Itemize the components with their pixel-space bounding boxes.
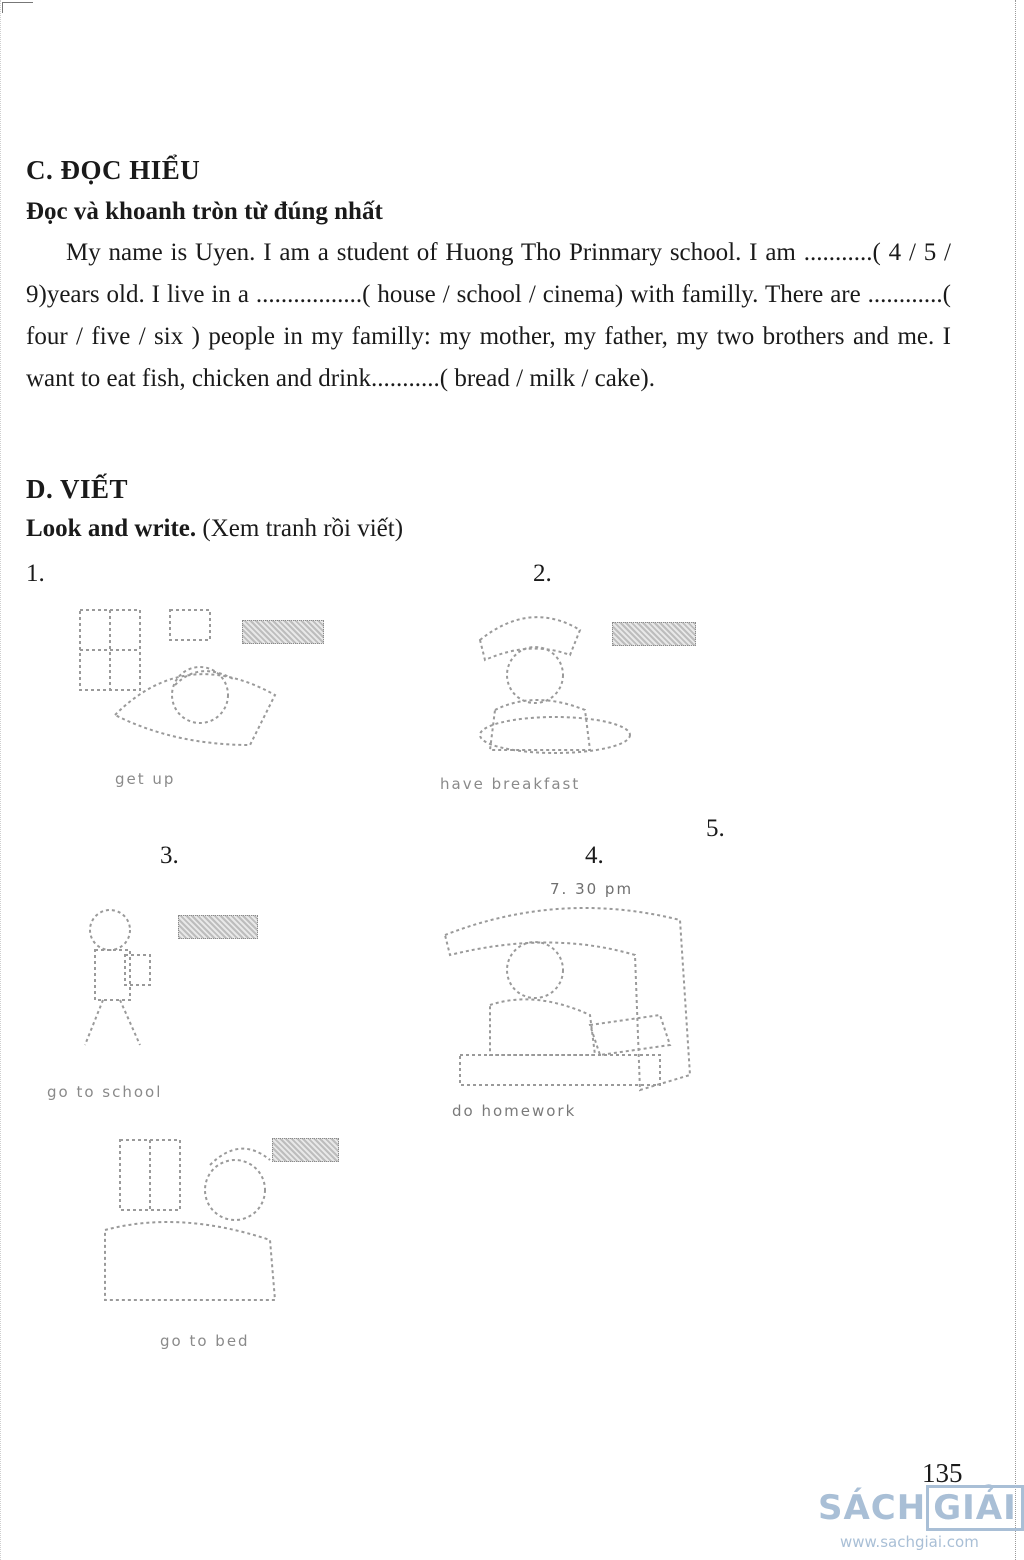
page-corner-mark — [2, 2, 33, 13]
sachgiai-logo — [818, 1488, 1024, 1528]
picture-go-to-bed — [100, 1130, 300, 1310]
item-number-2: 2. — [533, 560, 552, 587]
time-box-3 — [178, 915, 258, 939]
logo-box-text: GIẢI — [926, 1485, 1024, 1531]
site-url: www.sachgiai.com — [840, 1533, 979, 1551]
writing-instruction-note: (Xem tranh rồi viết) — [202, 515, 404, 542]
time-note-4: 7. 30 pm — [550, 880, 634, 898]
item-number-3: 3. — [160, 842, 179, 869]
picture-do-homework — [440, 895, 700, 1105]
reading-passage: My name is Uyen. I am a student of Huong Tho Prinmary school. I am ...........( 4 / 5 / 9)years old. I live in a .................( house / school / cinema) with familly. There are ............( four / five / six ) people in my familly: my mother, my father, my two brothers and me. I want to eat fish, chicken and drink...........( bread / milk / cake). — [26, 239, 951, 392]
caption-4: do homework — [452, 1102, 577, 1120]
caption-3: go to school — [47, 1083, 163, 1101]
writing-heading: D. VIẾT — [26, 474, 129, 504]
page-edge-right — [1014, 0, 1016, 1560]
caption-5: go to bed — [160, 1332, 250, 1350]
reading-heading: C. ĐỌC HIỂU — [26, 155, 201, 185]
caption-1: get up — [115, 770, 176, 788]
reading-instruction: Đọc và khoanh tròn từ đúng nhất — [26, 198, 383, 225]
page-edge-left — [0, 0, 4, 1560]
caption-2: have breakfast — [440, 775, 581, 793]
logo-left-text: SÁCH — [818, 1488, 927, 1528]
item-number-1: 1. — [26, 560, 45, 587]
time-box-2 — [612, 622, 696, 646]
writing-instruction-bold: Look and write. — [26, 515, 197, 542]
page-number: 135 — [922, 1458, 963, 1488]
writing-instruction — [26, 515, 403, 543]
picture-go-to-school — [65, 905, 175, 1065]
time-box-1 — [242, 620, 324, 644]
item-number-4: 4. — [585, 842, 604, 869]
time-box-5 — [272, 1138, 339, 1162]
item-number-5: 5. — [706, 815, 725, 842]
